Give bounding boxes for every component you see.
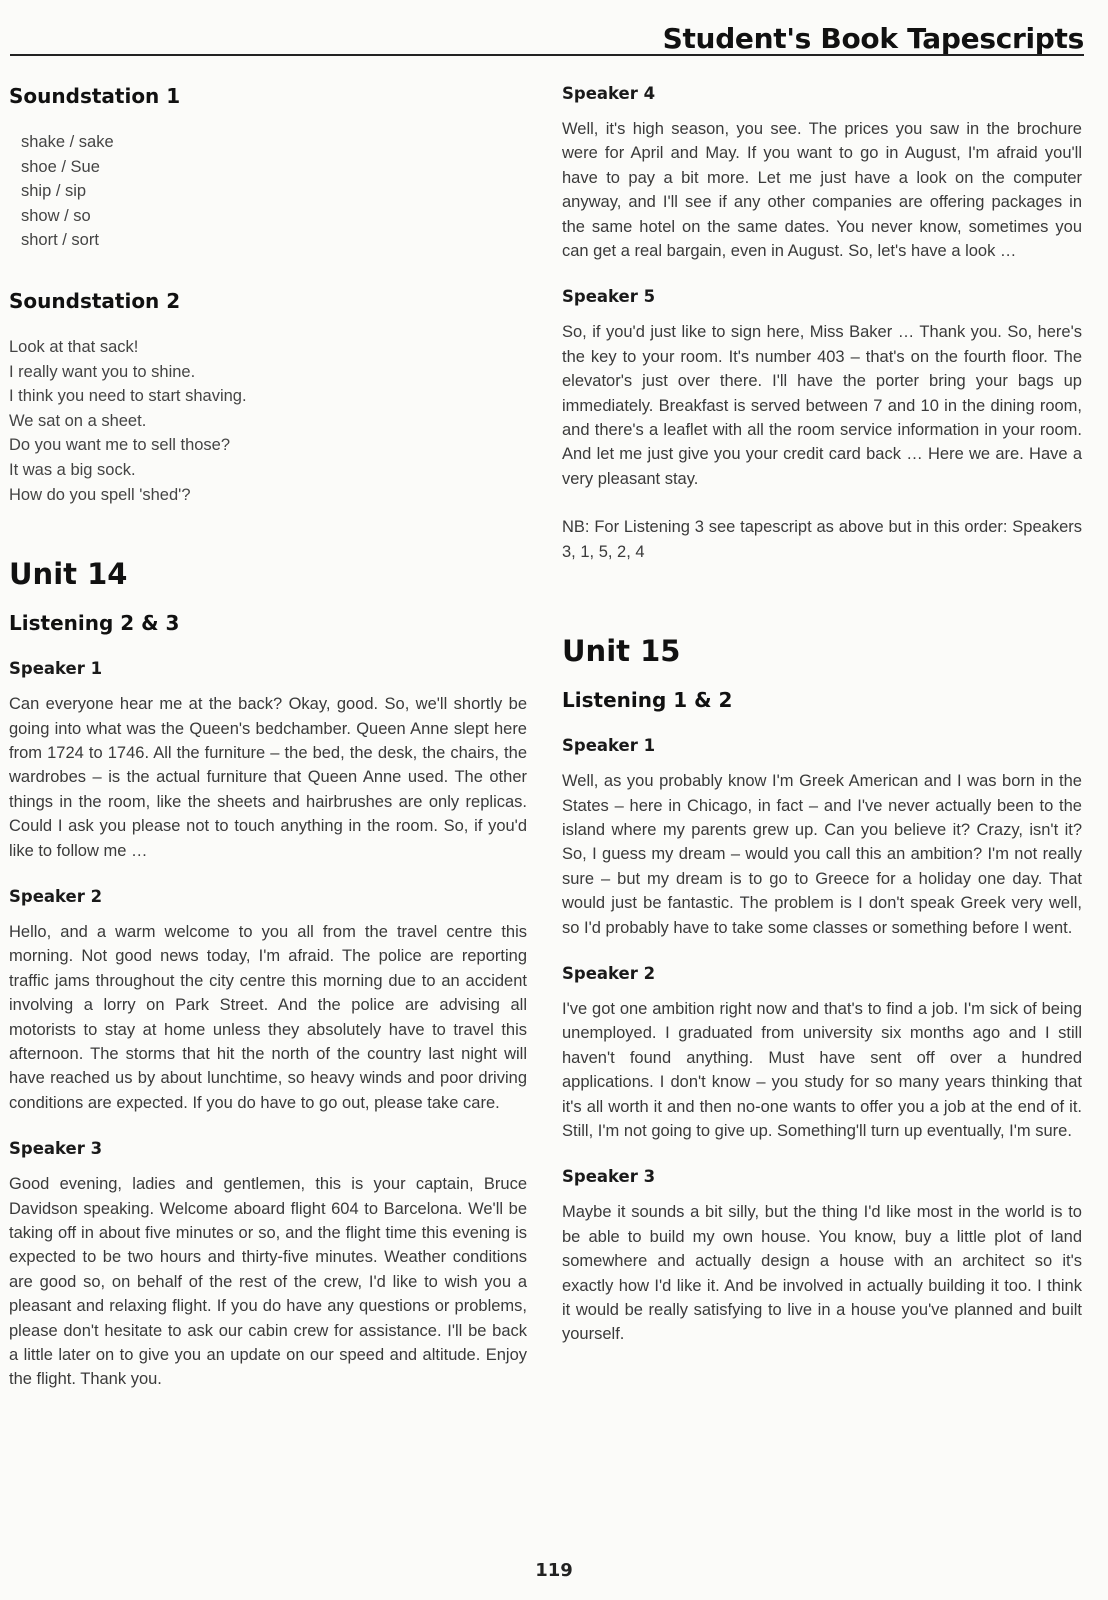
speaker-label: Speaker 1 bbox=[562, 736, 656, 756]
speaker-label: Speaker 5 bbox=[562, 287, 656, 307]
list-item: I really want you to shine. bbox=[9, 362, 196, 381]
list-item: I think you need to start shaving. bbox=[9, 387, 247, 406]
unit-15-listening-title: Listening 1 & 2 bbox=[562, 688, 733, 713]
soundstation-1-title: Soundstation 1 bbox=[9, 84, 181, 108]
list-item: We sat on a sheet. bbox=[9, 411, 147, 430]
list-item: How do you spell 'shed'? bbox=[9, 485, 191, 504]
speaker-label: Speaker 1 bbox=[9, 659, 103, 679]
unit-14-title: Unit 14 bbox=[9, 557, 128, 592]
speaker-text: Hello, and a warm welcome to you all from the travel centre this morning. Not good news today, I'm afraid. The police are reporting traffic jams throughout the city centre this morning due to an accident involving a lorry on Park Street. And the police are advising all motorists to stay at home unless they absolutely have to travel this afternoon. The storms that hit the north of the country last night will have reached us by about lunchtime, so heavy winds and poor driving conditions are expected. If you do have to go out, please take care. bbox=[9, 922, 527, 1112]
soundstation-2-list bbox=[9, 335, 527, 507]
listening-note: NB: For Listening 3 see tapescript as above but in this order: Speakers 3, 1, 5, 2, 4 bbox=[562, 518, 1082, 561]
speaker-text: Good evening, ladies and gentlemen, this is your captain, Bruce Davidson speaking. Welcome aboard flight 604 to Barcelona. We'll be taking off in about five minutes or so, and the flight time this evening is expected to be two hours and thirty-five minutes. Weather conditions are good so, on behalf of the rest of the crew, I'd like to wish you a pleasant and relaxing flight. If you do have any questions or problems, please don't hesitate to ask our cabin crew for assistance. I'll be back a little later on to give you an update on our speed and altitude. Enjoy the flight. Thank you. bbox=[9, 1175, 527, 1389]
list-item: shake / sake bbox=[21, 133, 114, 151]
speaker-label: Speaker 2 bbox=[562, 963, 656, 983]
unit-14-listening-title: Listening 2 & 3 bbox=[9, 611, 180, 636]
speaker-label: Speaker 2 bbox=[9, 886, 103, 906]
speaker-text: Well, it's high season, you see. The prices you saw in the brochure were for April and May. If you want to go in August, I'm afraid you'll have to pay a bit more. Let me just have a look on the computer anyway, and I'll see if any other companies are offering packages in the same hotel on the same dates. You never know, sometimes you can get a real bargain, even in August. So, let's have a look … bbox=[562, 120, 1082, 261]
speaker-text: Can everyone hear me at the back? Okay, good. So, we'll shortly be going into what was the Queen's bedchamber. Queen Anne slept here from 1724 to 1746. All the furniture – the bed, the desk, the chairs, the wardrobes – is the actual furniture that Queen Anne used. The other things in the room, like the sheets and hairbrushes are only replicas. Could I ask you please not to touch anything in the room. So, if you'd like to follow me … bbox=[9, 695, 527, 860]
speaker-text: I've got one ambition right now and that's to find a job. I'm sick of being unemployed. I graduated from university six months ago and I still haven't found anything. Must have sent off over a hundred applications. I don't know – you study for so many years thinking that it's all worth it and then no-one wants to offer you a job at the end of it. Still, I'm not going to give up. Something'll turn up eventually, I'm sure. bbox=[562, 999, 1082, 1140]
right-column bbox=[562, 84, 1082, 1371]
speaker-label: Speaker 3 bbox=[9, 1139, 103, 1159]
list-item: Look at that sack! bbox=[9, 337, 139, 356]
speaker-text: So, if you'd just like to sign here, Miss Baker … Thank you. So, here's the key to your room. It's number 403 – that's on the fourth floor. The elevator's just over there. I'll have the porter bring your bags up immediately. Breakfast is served between 7 and 10 in the dining room, and there's a leaflet with all the room service information in your room. And let me just give you your credit card back … Here we are. Have a very pleasant stay. bbox=[562, 323, 1082, 488]
left-column bbox=[9, 84, 527, 1416]
speaker-label: Speaker 3 bbox=[562, 1167, 656, 1187]
soundstation-2-title: Soundstation 2 bbox=[9, 288, 181, 313]
unit-15-title: Unit 15 bbox=[562, 634, 681, 669]
header-rule bbox=[10, 54, 1084, 56]
speaker-text: Maybe it sounds a bit silly, but the thing I'd like most in the world is to be able to build my own house. You know, buy a little plot of land somewhere and actually design a house with an architect so it's exactly how I'd like it. And be involved in actually building it too. I think it would be really satisfying to live in a house you've planned and built yourself. bbox=[562, 1203, 1082, 1344]
soundstation-1-list bbox=[21, 130, 527, 253]
speaker-text: Well, as you probably know I'm Greek American and I was born in the States – here in Chicago, in fact – and I've never actually been to the island where my parents grew up. Can you believe it? Crazy, isn't it? So, I guess my dream – would you call this an ambition? I'm not really sure – but my dream is to go to Greece for a holiday one day. That would just be fantastic. The problem is I don't speak Greek very well, so I'd probably have to take some classes or something before I went. bbox=[562, 772, 1082, 937]
list-item: show / so bbox=[21, 206, 91, 225]
speaker-label: Speaker 4 bbox=[562, 84, 656, 103]
header-title: Student's Book Tapescripts bbox=[662, 22, 1084, 55]
list-item: Do you want me to sell those? bbox=[9, 436, 231, 455]
page-number: 119 bbox=[535, 1560, 573, 1581]
list-item: shoe / Sue bbox=[21, 157, 100, 176]
list-item: short / sort bbox=[21, 231, 99, 250]
list-item: It was a big sock. bbox=[9, 460, 136, 479]
list-item: ship / sip bbox=[21, 182, 87, 201]
